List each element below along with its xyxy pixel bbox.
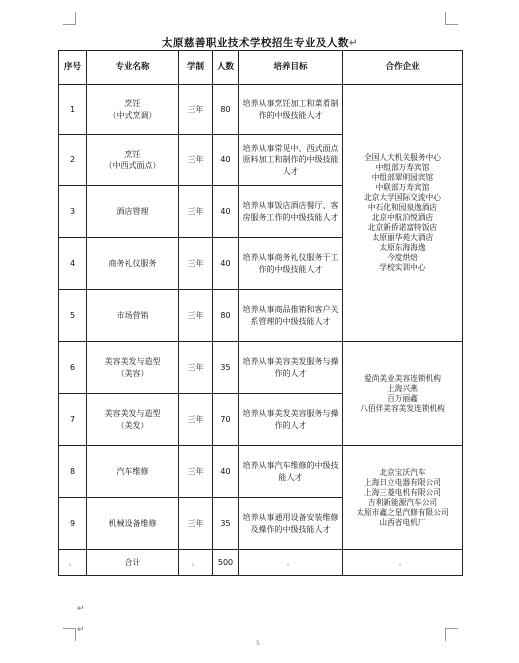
partner-item: 北京中航泊悦酒店 bbox=[371, 213, 434, 222]
major-cell: 烹饪 （中西式面点） bbox=[87, 135, 179, 186]
paragraph-mark: ↵ bbox=[77, 625, 85, 635]
goal-cell: 培养从事通用设备安装维修及操作的中级技能人才 bbox=[239, 498, 343, 550]
seq-cell: 6 bbox=[59, 342, 87, 394]
crop-mark-bottom-right bbox=[445, 628, 458, 641]
total-partner-cell: 。 bbox=[343, 550, 463, 576]
partner-item: 太原丽华苑大酒店 bbox=[371, 233, 434, 242]
paragraph-mark: ↵ bbox=[77, 604, 85, 614]
count-cell: 35 bbox=[213, 498, 239, 550]
header-seq: 序号 bbox=[59, 51, 87, 85]
partner-item: 学校实训中心 bbox=[379, 263, 426, 272]
seq-cell: 7 bbox=[59, 394, 87, 446]
seq-cell: 2 bbox=[59, 135, 87, 186]
partner-cell-mechanical bbox=[343, 446, 463, 550]
header-goal: 培养目标 bbox=[239, 51, 343, 85]
partner-item: 北京新侨诺富特饭店 bbox=[367, 223, 438, 232]
partner-item: 中石化和园泉逸酒店 bbox=[367, 203, 438, 212]
table-row bbox=[59, 446, 463, 498]
goal-cell: 培养从事美发美容服务与操作的人才 bbox=[239, 394, 343, 446]
years-cell: 三年 bbox=[179, 498, 213, 550]
partner-item: 八佰伴美容美发连锁机构 bbox=[360, 403, 445, 413]
count-cell: 40 bbox=[213, 238, 239, 290]
seq-cell: 4 bbox=[59, 238, 87, 290]
years-cell: 三年 bbox=[179, 446, 213, 498]
count-cell: 40 bbox=[213, 446, 239, 498]
partner-item: 中组部翠明园宾馆 bbox=[371, 173, 434, 182]
goal-cell: 培养从事商务礼仪服务于工作的中级技能人才 bbox=[239, 238, 343, 290]
total-count-cell: 500 bbox=[213, 550, 239, 576]
years-cell: 三年 bbox=[179, 238, 213, 290]
count-cell: 80 bbox=[213, 85, 239, 135]
years-cell: 三年 bbox=[179, 135, 213, 186]
count-cell: 35 bbox=[213, 342, 239, 394]
partner-item: 北京大学国际交流中心 bbox=[364, 193, 441, 202]
partner-item: 今度烘焙 bbox=[387, 253, 418, 262]
partner-item: 太原市鑫之星汽修有限公司 bbox=[356, 507, 449, 517]
goal-cell: 培养从事常见中、西式面点原料加工和制作的中级技能人才 bbox=[239, 135, 343, 186]
header-years: 学制 bbox=[179, 51, 213, 85]
major-cell: 商务礼仪服务 bbox=[87, 238, 179, 290]
partner-item: 上海三菱电机有限公司 bbox=[364, 487, 441, 497]
total-seq-cell: 。 bbox=[59, 550, 87, 576]
partner-item: 吉利新能源汽车公司 bbox=[367, 497, 438, 507]
years-cell: 三年 bbox=[179, 342, 213, 394]
goal-cell: 培养从事汽车维修的中级技能人才 bbox=[239, 446, 343, 498]
count-cell: 70 bbox=[213, 394, 239, 446]
partner-item: 山西省电机厂 bbox=[379, 517, 426, 527]
document-title: 太原慈善职业技术学校招生专业及人数↵ bbox=[161, 37, 359, 49]
major-cell: 汽车维修 bbox=[87, 446, 179, 498]
enrollment-table bbox=[58, 50, 463, 576]
partner-item: 百万丽鑫 bbox=[387, 393, 418, 403]
partner-item: 爱尚美业美容连锁机构 bbox=[364, 373, 441, 383]
header-major: 专业名称 bbox=[87, 51, 179, 85]
major-cell: 美容美发与造型 （美发） bbox=[87, 394, 179, 446]
table-header-row bbox=[59, 51, 463, 85]
goal-cell: 培养从事美容美发服务与操作的人才 bbox=[239, 342, 343, 394]
seq-cell: 3 bbox=[59, 186, 87, 238]
crop-mark-top-right bbox=[445, 12, 458, 25]
partner-item: 太原东海海逸 bbox=[379, 243, 426, 252]
header-count: 人数 bbox=[213, 51, 239, 85]
partner-item: 北京宝沃汽车 bbox=[379, 467, 426, 477]
goal-cell: 培养从事商品推销和客户关系管理的中级技能人才 bbox=[239, 290, 343, 342]
partner-cell-beauty bbox=[343, 342, 463, 446]
total-label-cell: 合计 bbox=[87, 550, 179, 576]
crop-mark-bottom-left bbox=[63, 628, 76, 641]
major-cell: 机械设备维修 bbox=[87, 498, 179, 550]
years-cell: 三年 bbox=[179, 85, 213, 135]
table-row bbox=[59, 85, 463, 135]
major-cell: 市场营销 bbox=[87, 290, 179, 342]
partner-item: 中组部万寿宾馆 bbox=[375, 163, 430, 172]
major-cell: 酒店管理 bbox=[87, 186, 179, 238]
crop-mark-top-left bbox=[63, 12, 76, 25]
page-number: 5 bbox=[256, 640, 260, 647]
years-cell: 三年 bbox=[179, 394, 213, 446]
count-cell: 40 bbox=[213, 186, 239, 238]
seq-cell: 5 bbox=[59, 290, 87, 342]
major-cell: 烹饪 （中式烹调） bbox=[87, 85, 179, 135]
goal-cell: 培养从事饭店酒店餐厅、客房服务工作的中级技能人才 bbox=[239, 186, 343, 238]
count-cell: 80 bbox=[213, 290, 239, 342]
partner-item: 中联部万寿宾馆 bbox=[375, 183, 430, 192]
total-years-cell: 。 bbox=[179, 550, 213, 576]
total-row bbox=[59, 550, 463, 576]
seq-cell: 8 bbox=[59, 446, 87, 498]
table-row bbox=[59, 342, 463, 394]
years-cell: 三年 bbox=[179, 290, 213, 342]
goal-cell: 培养从事烹饪加工和菜肴制作的中级技能人才 bbox=[239, 85, 343, 135]
total-goal-cell: 。 bbox=[239, 550, 343, 576]
seq-cell: 1 bbox=[59, 85, 87, 135]
count-cell: 40 bbox=[213, 135, 239, 186]
header-partner: 合作企业 bbox=[343, 51, 463, 85]
seq-cell: 9 bbox=[59, 498, 87, 550]
partner-item: 上海兴燕 bbox=[387, 383, 418, 393]
partner-item: 上海日立电器有限公司 bbox=[364, 477, 441, 487]
major-cell: 美容美发与造型 （美容） bbox=[87, 342, 179, 394]
partner-item: 全国人大机关服务中心 bbox=[364, 153, 441, 162]
partner-cell-hospitality bbox=[343, 85, 463, 342]
years-cell: 三年 bbox=[179, 186, 213, 238]
